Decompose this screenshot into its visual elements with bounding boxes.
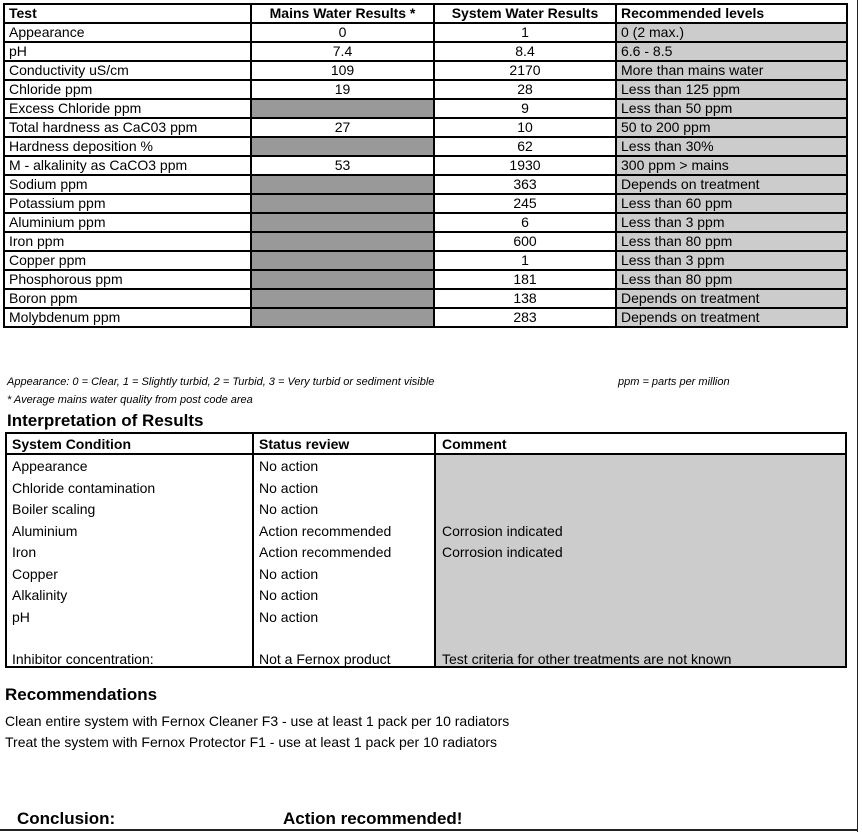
results-row — [4, 156, 847, 175]
results-row — [4, 80, 847, 99]
mains-value: 19 — [251, 80, 434, 99]
water-results-table — [3, 3, 848, 328]
header-mains: Mains Water Results * — [251, 4, 434, 23]
mains-value-na — [251, 99, 434, 118]
system-value: 1930 — [434, 156, 616, 175]
inhibitor-status: Not a Fernox product — [259, 651, 391, 667]
results-row — [4, 99, 847, 118]
status-review: Action recommended — [259, 522, 392, 539]
mains-value-na — [251, 175, 434, 194]
status-review: No action — [259, 479, 319, 496]
results-row — [4, 118, 847, 137]
mains-value-na — [251, 308, 434, 327]
interpretation-header-row — [7, 434, 845, 455]
results-row — [4, 42, 847, 61]
test-name: Phosphorous ppm — [4, 270, 251, 289]
page-border-bottom — [0, 829, 858, 831]
test-name: Copper ppm — [4, 251, 251, 270]
recommendation-line: Treat the system with Fernox Protector F1 - use at least 1 pack per 10 radiators — [5, 734, 498, 750]
recommended-level: Depends on treatment — [616, 308, 847, 327]
system-value: 1 — [434, 251, 616, 270]
mains-value: 27 — [251, 118, 434, 137]
status-review: No action — [259, 587, 319, 603]
recommended-level: Less than 30% — [616, 137, 847, 156]
mains-value-na — [251, 137, 434, 156]
recommended-level: Depends on treatment — [616, 289, 847, 308]
recommended-level: More than mains water — [616, 61, 847, 80]
status-review: No action — [259, 458, 319, 474]
results-row — [4, 232, 847, 251]
test-name: pH — [4, 42, 251, 61]
mains-value: 7.4 — [251, 42, 434, 61]
conclusion-label: Conclusion: — [17, 809, 116, 828]
column-divider — [434, 434, 436, 666]
inhibitor-comment: Test criteria for other treatments are not known — [442, 651, 732, 667]
test-name: Chloride ppm — [4, 80, 251, 99]
recommended-level: Less than 60 ppm — [616, 194, 847, 213]
mains-value: 0 — [251, 23, 434, 42]
header-system: System Water Results — [434, 4, 616, 23]
system-value: 62 — [434, 137, 616, 156]
test-name: Conductivity uS/cm — [4, 61, 251, 80]
test-name: Boron ppm — [4, 289, 251, 308]
ppm-key-note: ppm = parts per million — [618, 376, 730, 388]
condition-name: pH — [12, 608, 30, 625]
appearance-key-note: Appearance: 0 = Clear, 1 = Slightly turbid, 2 = Turbid, 3 = Very turbid or sediment visible — [7, 376, 435, 388]
test-name: M - alkalinity as CaCO3 ppm — [4, 156, 251, 175]
system-value: 8.4 — [434, 42, 616, 61]
system-value: 6 — [434, 213, 616, 232]
header-comment: Comment — [442, 436, 507, 452]
condition-name: Copper — [12, 565, 58, 582]
interpretation-table — [5, 432, 847, 668]
system-value: 2170 — [434, 61, 616, 80]
results-row — [4, 175, 847, 194]
comment-text: Corrosion indicated — [442, 544, 563, 560]
recommended-level: Less than 80 ppm — [616, 232, 847, 251]
recommended-level: Less than 50 ppm — [616, 99, 847, 118]
status-review: No action — [259, 608, 319, 625]
status-review: No action — [259, 565, 319, 582]
mains-value-na — [251, 232, 434, 251]
comment-text: Corrosion indicated — [442, 522, 563, 539]
inhibitor-condition: Inhibitor concentration: — [12, 651, 154, 667]
recommended-level: Less than 80 ppm — [616, 270, 847, 289]
system-value: 245 — [434, 194, 616, 213]
results-header-row — [4, 4, 847, 23]
status-review: No action — [259, 501, 319, 517]
recommendations-title: Recommendations — [5, 685, 158, 704]
test-name: Total hardness as CaC03 ppm — [4, 118, 251, 137]
recommended-level: 0 (2 max.) — [616, 23, 847, 42]
system-value: 1 — [434, 23, 616, 42]
page-border-right — [857, 0, 858, 832]
test-name: Potassium ppm — [4, 194, 251, 213]
interpretation-title: Interpretation of Results — [7, 411, 204, 430]
mains-value-na — [251, 213, 434, 232]
results-row — [4, 61, 847, 80]
condition-name: Aluminium — [12, 522, 78, 539]
recommended-level: Less than 3 ppm — [616, 251, 847, 270]
test-name: Hardness deposition % — [4, 137, 251, 156]
mains-footnote: * Average mains water quality from post code area — [7, 394, 253, 406]
system-value: 10 — [434, 118, 616, 137]
recommended-level: 6.6 - 8.5 — [616, 42, 847, 61]
condition-name: Iron — [12, 544, 37, 560]
mains-value-na — [251, 270, 434, 289]
recommended-level: 300 ppm > mains — [616, 156, 847, 175]
test-name: Iron ppm — [4, 232, 251, 251]
recommendation-line: Clean entire system with Fernox Cleaner F3 - use at least 1 pack per 10 radiators — [5, 713, 510, 729]
condition-name: Alkalinity — [12, 587, 68, 603]
condition-name: Appearance — [12, 458, 88, 474]
header-system-condition: System Condition — [12, 436, 132, 452]
results-row — [4, 213, 847, 232]
header-status-review: Status review — [259, 436, 350, 452]
recommended-level: Less than 125 ppm — [616, 80, 847, 99]
test-name: Sodium ppm — [4, 175, 251, 194]
mains-value: 53 — [251, 156, 434, 175]
header-test: Test — [4, 4, 251, 23]
conclusion-value: Action recommended! — [283, 809, 463, 828]
test-name: Excess Chloride ppm — [4, 99, 251, 118]
test-name: Molybdenum ppm — [4, 308, 251, 327]
mains-value: 109 — [251, 61, 434, 80]
results-row — [4, 251, 847, 270]
results-row — [4, 194, 847, 213]
status-review: Action recommended — [259, 544, 392, 560]
header-recommended: Recommended levels — [616, 4, 847, 23]
column-divider — [252, 434, 254, 666]
results-row — [4, 289, 847, 308]
results-row — [4, 308, 847, 327]
recommended-level: Less than 3 ppm — [616, 213, 847, 232]
test-name: Appearance — [4, 23, 251, 42]
condition-name: Chloride contamination — [12, 479, 156, 496]
results-row — [4, 23, 847, 42]
system-value: 363 — [434, 175, 616, 194]
mains-value-na — [251, 289, 434, 308]
system-value: 28 — [434, 80, 616, 99]
results-row — [4, 137, 847, 156]
system-value: 181 — [434, 270, 616, 289]
system-value: 600 — [434, 232, 616, 251]
results-row — [4, 270, 847, 289]
mains-value-na — [251, 194, 434, 213]
condition-name: Boiler scaling — [12, 501, 96, 517]
system-value: 9 — [434, 99, 616, 118]
mains-value-na — [251, 251, 434, 270]
system-value: 283 — [434, 308, 616, 327]
test-name: Aluminium ppm — [4, 213, 251, 232]
recommended-level: 50 to 200 ppm — [616, 118, 847, 137]
recommended-level: Depends on treatment — [616, 175, 847, 194]
system-value: 138 — [434, 289, 616, 308]
